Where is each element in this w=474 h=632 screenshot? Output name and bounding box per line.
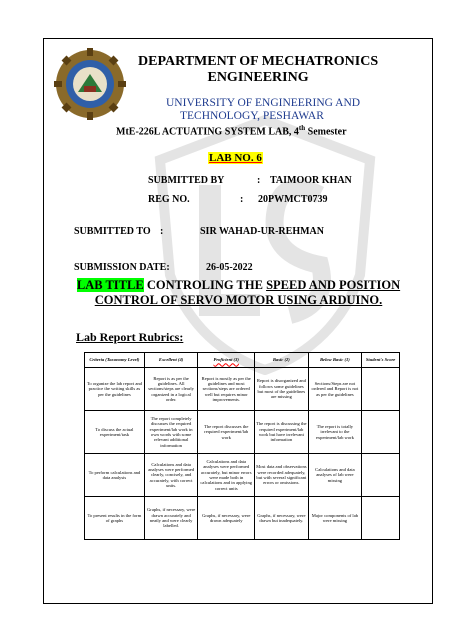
header-cell: Proficient (3) <box>198 353 255 368</box>
submitted-by-sep: : <box>257 175 261 186</box>
table-row <box>85 497 400 540</box>
score-cell[interactable] <box>362 411 400 454</box>
lab-number: LAB NO. 6 <box>209 152 262 164</box>
course-title: MtE-226L ACTUATING SYSTEM LAB, 4th Semester <box>116 124 347 138</box>
university-name: UNIVERSITY OF ENGINEERING AND TECHNOLOGY, PESHAWAR <box>166 97 361 122</box>
uet-logo-icon <box>54 48 126 120</box>
table-cell: Report is as per the guidelines. All sections/steps are clearly organized in a logical order. <box>144 368 198 411</box>
table-cell: Report is disorganized and follows some guidelines but most of the guidelines are missing <box>255 368 309 411</box>
table-cell: Major components of lab were missing <box>308 497 362 540</box>
rubrics-heading: Lab Report Rubrics: <box>76 330 184 344</box>
submission-date-value: 26-05-2022 <box>206 262 253 273</box>
table-cell: Calculations and data analyses were performed clearly, concisely, and accurately, with correct units. <box>144 454 198 497</box>
header-cell: Student's Score <box>362 353 400 368</box>
score-cell[interactable] <box>362 368 400 411</box>
lab-title: LAB TITLE CONTROLING THE SPEED AND POSITION CONTROL OF SERVO MOTOR USING ARDUINO. <box>76 278 401 307</box>
submission-date-label: SUBMISSION DATE: <box>74 262 170 273</box>
criteria-cell: To present results in the form of graphs <box>85 497 145 540</box>
criteria-cell: To perform calculations and data analysis <box>85 454 145 497</box>
table-cell: The report discusses the required experiment/lab work <box>198 411 255 454</box>
table-cell: The report completely discusses the required experiment/lab work in own words with some relevant additional information <box>144 411 198 454</box>
table-cell: Sections/Steps are not ordered and Report is not as per the guidelines <box>308 368 362 411</box>
submitted-by-label: SUBMITTED BY <box>148 175 225 186</box>
table-cell: The report is discussing the required experiment/lab work but have irrelevant information <box>255 411 309 454</box>
table-cell: The report is totally irrelevant to the experiment/lab work <box>308 411 362 454</box>
score-cell[interactable] <box>362 497 400 540</box>
table-row <box>85 411 400 454</box>
table-cell: Graphs, if necessary, were drawn but inadequately. <box>255 497 309 540</box>
table-cell: Graphs, if necessary, were drawn accurately and neatly and were clearly labelled. <box>144 497 198 540</box>
table-cell: Report is mostly as per the guidelines and most sections/steps are ordered well but requires minor improvements. <box>198 368 255 411</box>
header-cell: Below Basic (1) <box>308 353 362 368</box>
table-cell: Calculations and data analyses were performed accurately, but minor errors were made both in calculations and in applying correct units <box>198 454 255 497</box>
submitted-by-value: TAIMOOR KHAN <box>270 175 352 186</box>
header-cell: Basic (2) <box>255 353 309 368</box>
submitted-to-label: SUBMITTED TO <box>74 226 151 237</box>
rubric-header-row <box>85 353 400 368</box>
criteria-cell: To discuss the actual experiment/task <box>85 411 145 454</box>
reg-no-value: 20PWMCT0739 <box>258 194 328 205</box>
department-heading: DEPARTMENT OF MECHATRONICS ENGINEERING <box>138 54 379 85</box>
criteria-cell: To organize the lab report and practice the writing skills as per the guidelines <box>85 368 145 411</box>
submitted-to-sep: : <box>160 226 164 237</box>
table-cell: Calculations and data analyses of lab were missing <box>308 454 362 497</box>
submitted-to-value: SIR WAHAD-UR-REHMAN <box>200 226 324 237</box>
table-cell: Most data and observations were recorded adequately, but with several significant errors or omissions. <box>255 454 309 497</box>
table-cell: Graphs, if necessary, were drawn adequately <box>198 497 255 540</box>
header-cell: Criteria (Taxonomy Level) <box>85 353 145 368</box>
lab-title-label: LAB TITLE <box>76 278 144 292</box>
table-row <box>85 454 400 497</box>
reg-no-sep: : <box>240 194 244 205</box>
score-cell[interactable] <box>362 454 400 497</box>
table-row <box>85 368 400 411</box>
reg-no-label: REG NO. <box>148 194 190 205</box>
header-cell: Excellent (4) <box>144 353 198 368</box>
rubric-table <box>84 352 400 540</box>
